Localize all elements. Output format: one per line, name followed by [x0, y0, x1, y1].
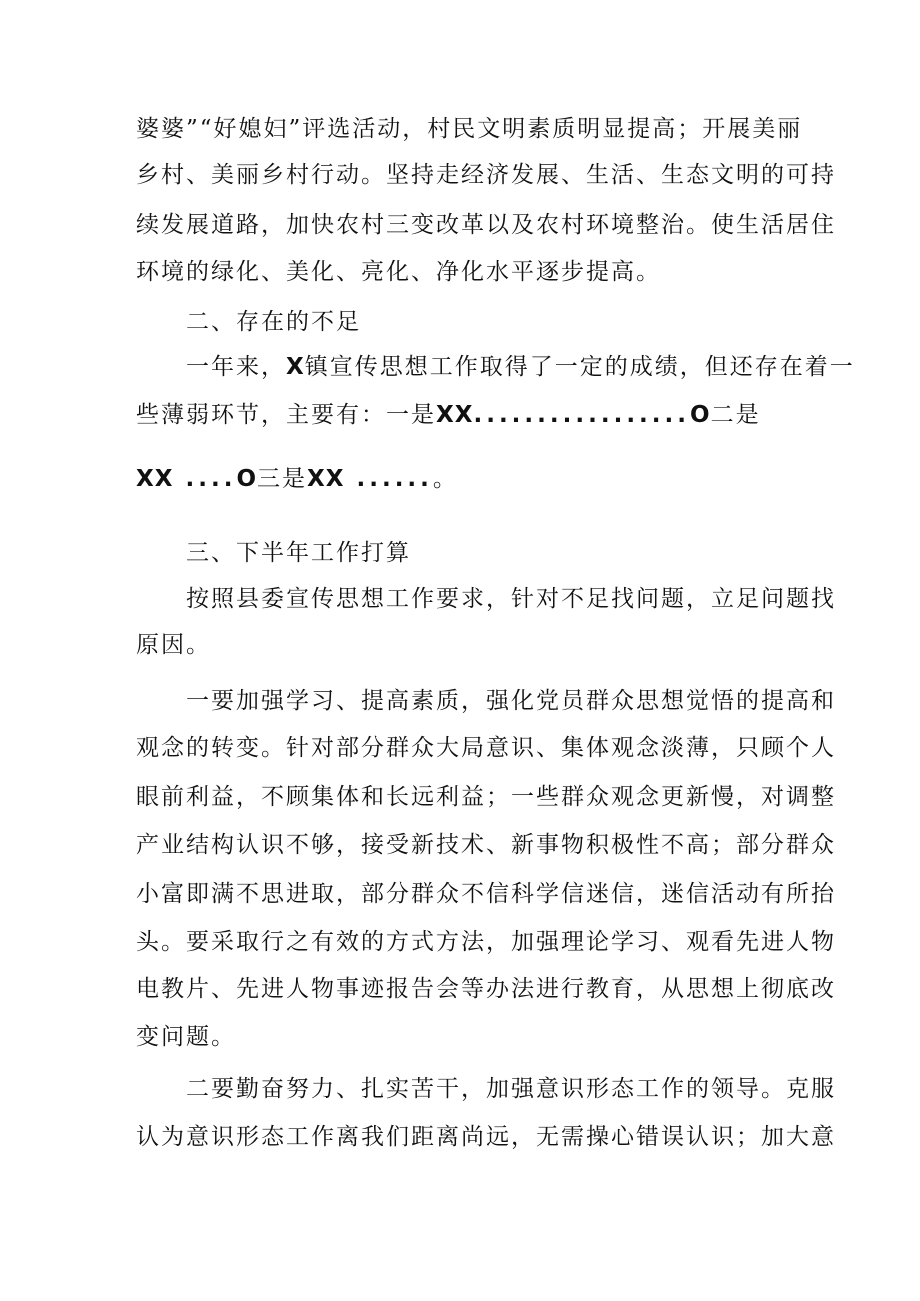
paragraph-1-line-2: 乡村、美丽乡村行动。坚持走经济发展、生活、生态文明的可持 — [136, 162, 836, 188]
paragraph-1-line-1: 婆婆”“好媳妇”评选活动，村民文明素质明显提高；开展美丽 — [136, 116, 803, 142]
paragraph-3-line-1: 按照县委宣传思想工作要求，针对不足找问题，立足问题找 — [186, 586, 836, 612]
paragraph-2-text: 一年来， — [186, 354, 286, 380]
placeholder-o: O — [690, 402, 711, 428]
paragraph-2-line-2 — [136, 400, 796, 430]
paragraph-1-line-3: 续发展道路，加快农村三变改革以及农村环境整治。使生活居住 — [136, 212, 836, 238]
placeholder-o: O — [236, 466, 257, 492]
paragraph-4-line-7: 电教片、先进人物事迹报告会等办法进行教育，从思想上彻底改 — [136, 976, 836, 1002]
paragraph-4-line-3: 眼前利益，不顾集体和长远利益；一些群众观念更新慢，对调整 — [136, 784, 836, 810]
paragraph-2-text: 三是 — [257, 466, 307, 492]
placeholder-xx: XX — [436, 402, 474, 428]
paragraph-4-line-4: 产业结构认识不够，接受新技术、新事物积极性不高；部分群众 — [136, 832, 836, 858]
paragraph-2-text: 些薄弱环节，主要有：一是 — [136, 402, 436, 428]
paragraph-3-line-2: 原因。 — [136, 632, 211, 658]
ellipsis-dots: .... — [173, 466, 237, 492]
paragraph-2-text: 二是 — [710, 402, 761, 428]
paragraph-2-text: 。 — [432, 466, 458, 492]
section-heading-2: 二、存在的不足 — [186, 309, 361, 335]
placeholder-x: X — [286, 354, 305, 380]
paragraph-2-line-3 — [136, 464, 796, 494]
paragraph-2-text: 镇宣传思想工作取得了一定的成绩，但还存在着一 — [304, 354, 855, 380]
paragraph-1-line-4: 环境的绿化、美化、亮化、净化水平逐步提高。 — [136, 259, 661, 285]
paragraph-2-line-1 — [186, 352, 855, 382]
paragraph-5-line-1: 二要勤奋努力、扎实苦干，加强意识形态工作的领导。克服 — [186, 1076, 836, 1102]
paragraph-4-line-6: 头。要采取行之有效的方式方法，加强理论学习、观看先进人物 — [136, 929, 836, 955]
ellipsis-dots: ...... — [344, 466, 433, 492]
paragraph-4-line-1: 一要加强学习、提高素质，强化党员群众思想觉悟的提高和 — [186, 688, 836, 714]
paragraph-4-line-5: 小富即满不思进取，部分群众不信科学信迷信，迷信活动有所抬 — [136, 881, 836, 907]
ellipsis-dots: ................. — [473, 402, 691, 428]
paragraph-4-line-8: 变问题。 — [136, 1024, 236, 1050]
section-heading-3: 三、下半年工作打算 — [186, 540, 411, 566]
paragraph-4-line-2: 观念的转变。针对部分群众大局意识、集体观念淡薄，只顾个人 — [136, 735, 836, 761]
paragraph-5-line-2: 认为意识形态工作离我们距离尚远，无需操心错误认识；加大意 — [136, 1124, 836, 1150]
placeholder-xx: XX — [136, 466, 174, 492]
placeholder-xx: XX — [307, 466, 345, 492]
